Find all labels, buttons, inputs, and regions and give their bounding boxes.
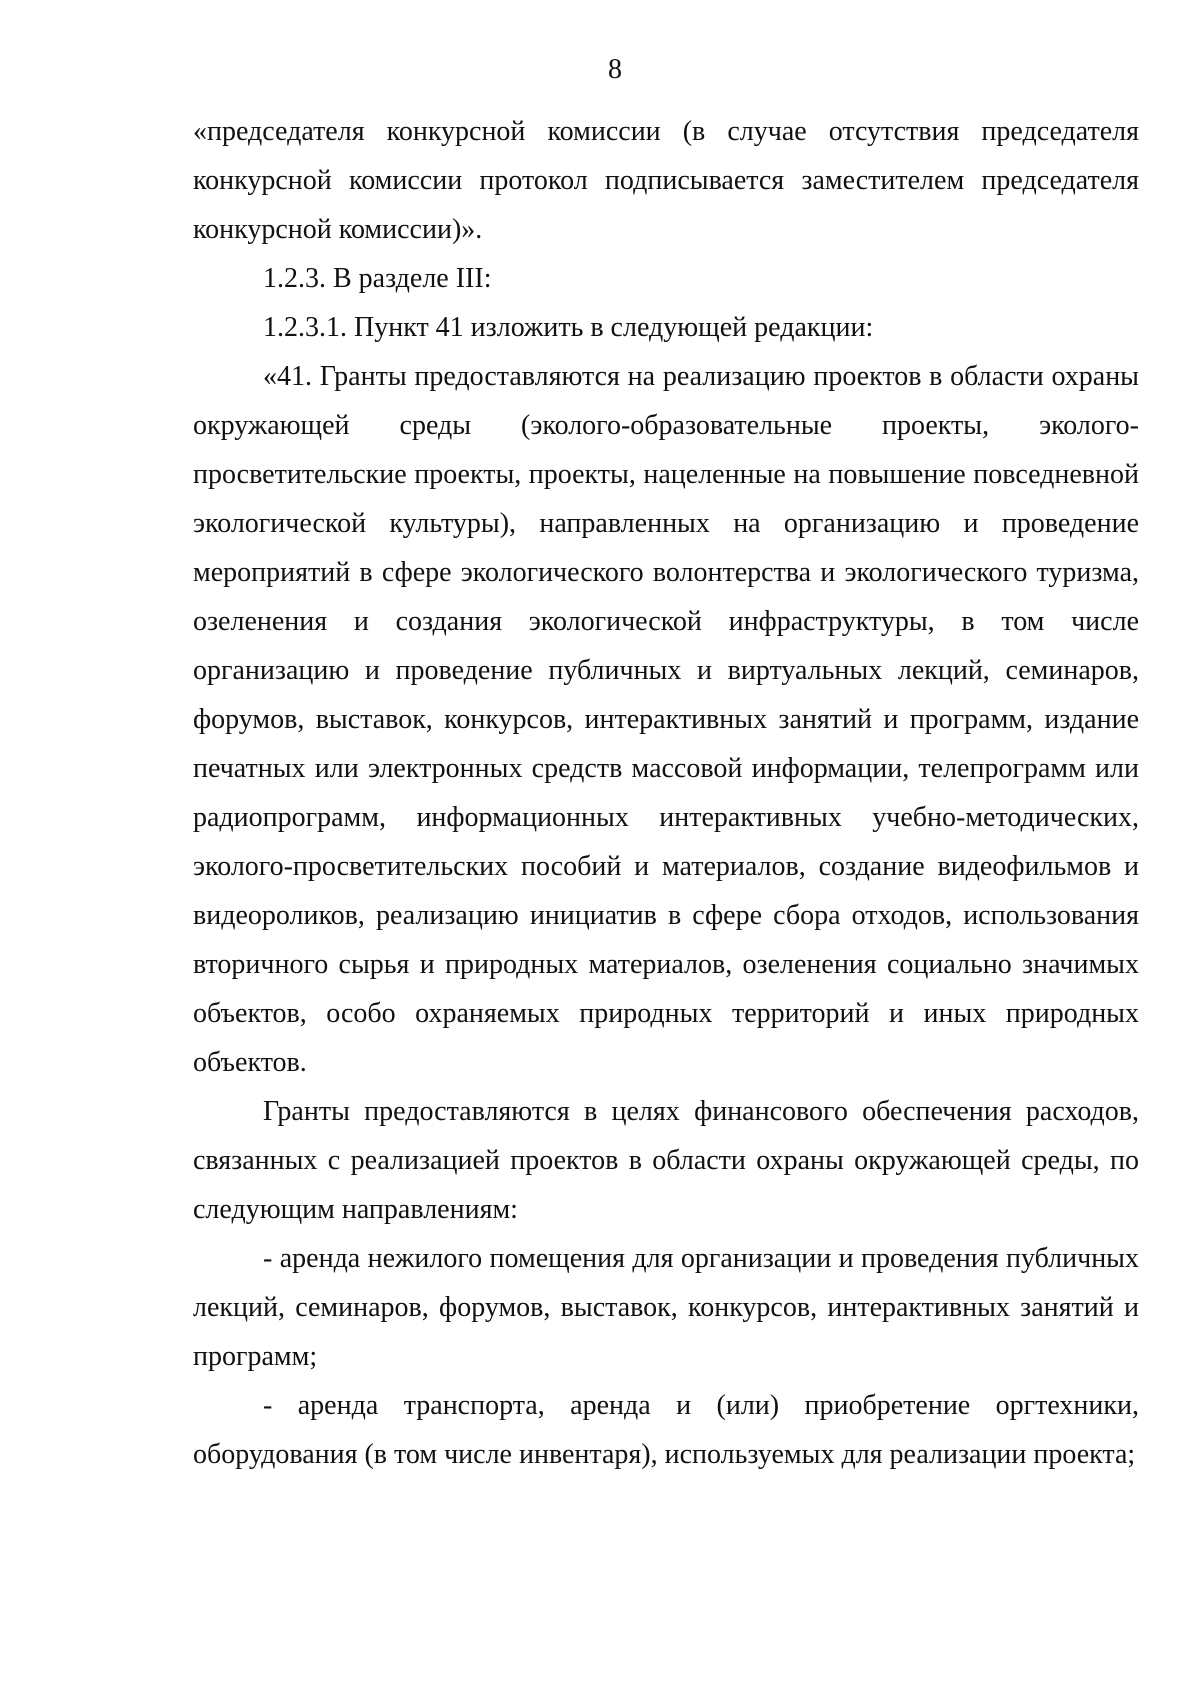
paragraph-section-3-heading: 1.2.3. В разделе III:	[263, 263, 492, 294]
paragraph-item-41-instruction: 1.2.3.1. Пункт 41 изложить в следующей редакции:	[263, 312, 874, 343]
list-item-premises-rent: - аренда нежилого помещения для организации и проведения публичных лекций, семинаров, форумов, выставок, конкурсов, интерактивных занятий и программ;	[193, 1243, 1139, 1372]
list-item-transport-equipment: - аренда транспорта, аренда и (или) приобретение оргтехники, оборудования (в том числе инвентаря), используемых для реализации проекта;	[193, 1390, 1139, 1470]
paragraph-item-41-text: «41. Гранты предоставляются на реализацию проектов в области охраны окружающей среды (эколого-образовательные проекты, эколого-просветительские проекты, проекты, нацеленные на повышение повседневной экологической культуры), направленных на организацию и проведение мероприятий в сфере экологического волонтерства и экологического туризма, озеленения и создания экологической инфраструктуры, в том числе организацию и проведение публичных и виртуальных лекций, семинаров, форумов, выставок, конкурсов, интерактивных занятий и программ, издание печатных или электронных средств массовой информации, телепрограмм или радиопрограмм, информационных интерактивных учебно-методических, эколого-просветительских пособий и материалов, создание видеофильмов и видеороликов, реализацию инициатив в сфере сбора отходов, использования вторичного сырья и природных материалов, озеленения социально значимых объектов, особо охраняемых природных территорий и иных природных объектов.	[193, 361, 1139, 1078]
page-number: 8	[608, 54, 622, 85]
paragraph-chairman-signature: «председателя конкурсной комиссии (в случае отсутствия председателя конкурсной комиссии протокол подписывается заместителем председателя конкурсной комиссии)».	[193, 116, 1139, 245]
document-body	[193, 107, 1139, 1479]
paragraph-grant-purposes: Гранты предоставляются в целях финансового обеспечения расходов, связанных с реализацией проектов в области охраны окружающей среды, по следующим направлениям:	[193, 1096, 1139, 1225]
